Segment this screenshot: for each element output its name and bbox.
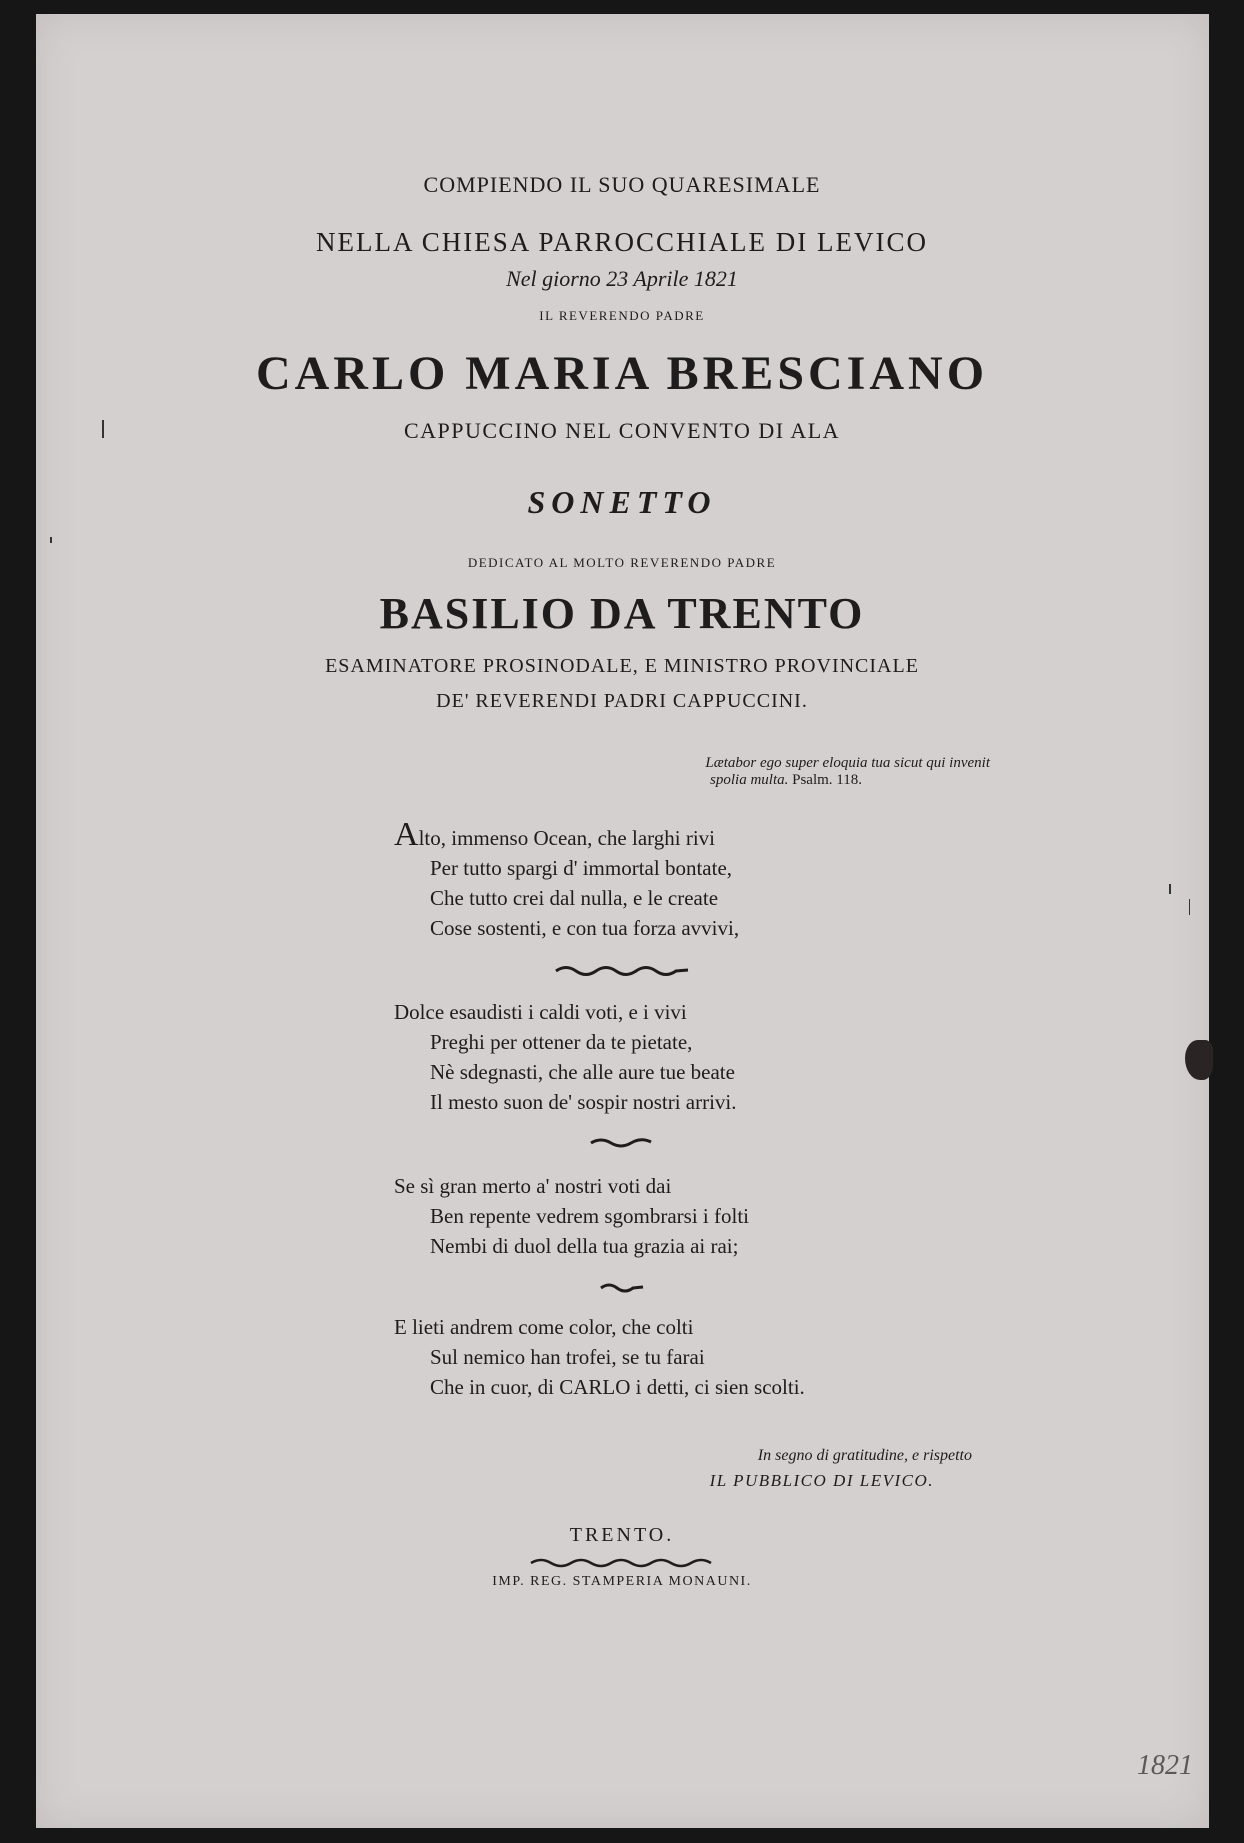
- stanza-line: lto, immenso Ocean, che larghi rivi: [418, 826, 716, 850]
- stanza-4: [394, 1312, 914, 1402]
- epigraph: [520, 755, 990, 789]
- stanza-line: Che in cuor, di CARLO i detti, ci sien scolti.: [430, 1375, 805, 1399]
- epigraph-line-1: Lætabor ego super eloquia tua sicut qui invenit: [705, 755, 990, 771]
- stanza-3: [394, 1171, 914, 1261]
- imprint-city: TRENTO.: [569, 1524, 675, 1546]
- signature-line-1: In segno di gratitudine, e rispetto: [757, 1447, 972, 1464]
- stanza-line: Dolce esaudisti i caldi voti, e i vivi: [394, 1000, 687, 1024]
- imprint-printer: IMP. REG. STAMPERIA MONAUNI.: [492, 1574, 752, 1589]
- dedicatee-name: BASILIO DA TRENTO: [379, 589, 865, 638]
- stanza-line: Nè sdegnasti, che alle aure tue beate: [430, 1060, 735, 1084]
- header-reverend: IL REVERENDO PADRE: [539, 308, 705, 323]
- stanza-line: Cose sostenti, e con tua forza avvivi,: [430, 916, 740, 940]
- header-line-1: COMPIENDO IL SUO QUARESIMALE: [423, 172, 821, 197]
- dedicatee-role-1: ESAMINATORE PROSINODALE, E MINISTRO PROVINCIALE: [325, 655, 919, 677]
- ink-speck: [1169, 884, 1171, 894]
- stanza-line: Preghi per ottener da te pietate,: [430, 1030, 693, 1054]
- ornament-divider: [0, 1280, 1244, 1299]
- dedication-line: DEDICATO AL MOLTO REVERENDO PADRE: [467, 555, 777, 570]
- stanza-1: [394, 816, 914, 943]
- stanza-line: Il mesto suon de' sospir nostri arrivi.: [430, 1090, 737, 1114]
- ink-stain: [1185, 1040, 1213, 1080]
- dedicatee-role-2: DE' REVERENDI PADRI CAPPUCCINI.: [436, 690, 808, 712]
- ornament-divider: [0, 1555, 1244, 1573]
- stanza-line: Ben repente vedrem sgombrarsi i folti: [430, 1204, 749, 1228]
- header-line-2: NELLA CHIESA PARROCCHIALE DI LEVICO: [315, 227, 929, 257]
- poem-title: SONETTO: [527, 484, 717, 520]
- stanza-2: [394, 997, 914, 1117]
- stanza-line: Nembi di duol della tua grazia ai rai;: [430, 1234, 739, 1258]
- ink-speck: [1189, 899, 1190, 915]
- ornament-divider: [0, 1135, 1244, 1154]
- stanza-line: Che tutto crei dal nulla, e le create: [430, 886, 719, 910]
- stanza-line: Per tutto spargi d' immortal bontate,: [430, 856, 733, 880]
- header-date: Nel giorno 23 Aprile 1821: [506, 266, 738, 291]
- stanza-line: E lieti andrem come color, che colti: [394, 1315, 694, 1339]
- ink-speck: [50, 537, 52, 543]
- epigraph-line-2: spolia multa.: [710, 772, 789, 788]
- stanza-line: Sul nemico han trofei, se tu farai: [430, 1345, 705, 1369]
- convent-line: CAPPUCCINO NEL CONVENTO DI ALA: [403, 418, 841, 443]
- pencil-note: 1821: [1137, 1750, 1193, 1781]
- preacher-name: CARLO MARIA BRESCIANO: [255, 347, 989, 400]
- drop-cap: A: [394, 816, 419, 853]
- signature-block: [560, 1447, 972, 1491]
- epigraph-citation: Psalm. 118.: [792, 772, 862, 788]
- stanza-line: Se sì gran merto a' nostri voti dai: [394, 1174, 672, 1198]
- ornament-divider: [0, 962, 1244, 983]
- signature-line-2: IL PUBBLICO DI LEVICO.: [709, 1471, 934, 1490]
